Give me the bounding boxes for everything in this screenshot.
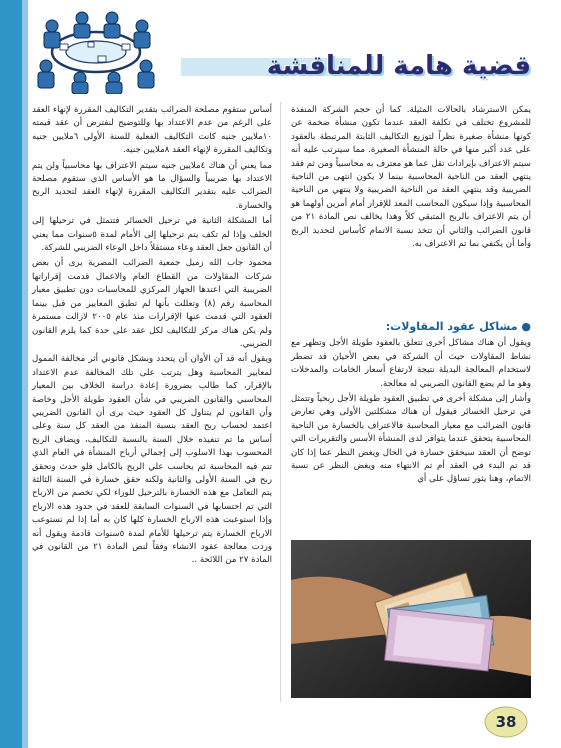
money-handover-photo (291, 540, 531, 698)
paragraph: مما يعني أن هناك ٤ملايين جنيه سيتم الاعتراف بها محاسبياً ولن يتم الاعتداد بها ضريبياً والسؤال ما هو الأساس الذي ستقوم مصلحة الضرائب عليه بتقدير التكاليف المقررة لإنهاء العقد لتحديد الربح والخسارة. (32, 160, 272, 211)
page-headline (181, 48, 531, 84)
headline-text: قضية هامة للمناقشة (266, 51, 531, 81)
meeting-illustration-logo (30, 6, 160, 94)
section-subheading (291, 320, 531, 333)
paragraph: محمود جاب الله زميل جمعية الضرائب المصرية يرى أن بعض شركات المقاولات من القطاع العام والاعمال قدمت إقراراتها الضريبية التي اعتدها الجهاز المركزي للمحاسبات دون تطبيق معيار المحاسبة رقم (٨) وتعللت بأنها لم تطبق المعايير من قبل بينما العقود التي قدمت عنها الإقرارات منذ عام ٢٠٠٥ لازالت مستمرة ولم يكن هناك مركز للتكاليف لكل عقد على حدة كما يلزم القانون الضريبي. (32, 258, 272, 349)
right-column-top (291, 104, 531, 253)
paragraph: أما المشكلة الثانية في ترحيل الخسائر فتتمثل في ترحيلها إلى الخلف وإذا لم تكف يتم ترحيلها إلى الأمام لمدة ٥سنوات مما يعني أن القانون جعل العقد وعاء مستقلاً داخل الوعاء الضريبي للشركة. (32, 216, 272, 254)
left-column (32, 104, 272, 570)
paragraph: وأشار إلى مشكلة أخرى في تطبيق العقود طويلة الأجل ربحياً وتتمثل في ترحيل الخسائر فيقول أن هناك مشكلتين الأولى وهي تعارض قانون الضرائب مع معيار المحاسبة فالاعتراف بالخسارة من الناحية المحاسبية يتحقق عندما يتوافر لدى المنشأة الأسس والتقريرات التي توضح أن العقد سيحقق خسارة في الحال ويغض النظر عما إذا كان قد تم البدء في العقد أم تم الانتهاء منه ويغض النظر عن نسبة الاتمام، وهنا يثور تساؤل على أي (291, 394, 531, 485)
subheading-text: مشاكل عقود المقاولات: (385, 320, 518, 333)
page-number (484, 706, 528, 738)
bullet-icon: ● (517, 320, 531, 333)
right-column-bottom (291, 314, 531, 489)
paragraph: أساس ستقوم مصلحة الضرائب بتقدير التكاليف المقررة لإنهاء العقد على الرغم من عدم الاعتداد بها وللتوضيح لنفترض أن عقد قيمته ١٠ملايين جنيه كانت التكاليف الفعلية للسنة الأولى ٦ملايين جنيه وتكاليف المقررة لإنهاء العقد ٨ملايين جنيه. (32, 105, 272, 156)
page-edge-strip (0, 0, 22, 748)
paragraph: ويقول أن هناك مشاكل أخرى تتعلق بالعقود طويلة الأجل وتظهر مع نشاط المقاولات حيث أن الشركة في بعض الأحيان قد تضطر لاستخدام المعالجة البديلة نتيجة لارتفاع أسعار الخامات والمدخلات وهو ما لم يضع القانون الضريبي له معالجة. (291, 338, 531, 389)
page-edge-strip-light (22, 0, 28, 748)
paragraph: يمكن الاسترشاد بالحالات المثيلة. كما أن حجم الشركة المنفذة للمشروع تختلف في تكلفة العقد عندما تكون منشأة ضخمة عن كونها منشأة صغيرة نظراً لتوزيع التكاليف الثابتة المرتبطة بالعقود على عدد أكبر منها في حالة المنشأة الصغيرة. مما سيترتب عليه أنه سيتم الاعتراف بإيرادات تقل عما هو معترف به محاسبياً ومن ثم فقد ينتهي العقد من الناحية المحاسبية بينما لا يكون انتهى من الناحية الضريبية وقد ينتهي العقد من الناحية الضريبية ولا ينتهي من الناحية المحاسبية وإذا سيكون المحاسب المعد للإقرار أمام أمرين أولهما هو أن يتم الاعتراف بالربح المتبقي كلاً وهذا يخالف نص المادة ٢١ من قانون الضرائب والثاني أن تتخذ نسبة الاتمام كأساس لتحديد الربح وأما أن يكتفي بما تم الاعتراف به. (291, 105, 531, 250)
column-divider (280, 102, 281, 702)
page-number-text: 38 (495, 713, 517, 731)
paragraph: ويقول أنه قد آن الأوان أن يتحدد وبشكل قانوني أثر مخالفة الممول لمعايير المحاسبة وهل يترتب على تلك المخالفة عدم الاعتداد بالإقرار، كما طالب بضرورة إعادة دراسة الخلاف بين المعيار المحاسبي والقانون الضريبي في شأن العقود طويلة الأجل وخاصة وأن القانون لم يتناول كل العقود حيث يرى أن القانون الضريبي اعتمد لحساب ربح العقد بنسبة المنفذ من العقد كل سنة وعلى أساس ما تم تنفيذه خلال السنة بالنسبة للتكاليف، ويضاف الربح المحسوب بهذا الاسلوب إلى إجمالي أرباح المنشأة في العام الذي تتم فيه المحاسبة ثم يحاسب علي الربح بالكامل فلو حدث وتحقق ربح في السنة الأولى والثانية ولكنه حقق خسارة في السنة الثالثة يتم التعامل مع هذه الخسارة بالترحيل للوراء لكي تخصم من الارباح التي تم احتسابها في السنوات السابقة للعقد في حدود هذه الارباح وإذا استوعبت هذه الارباح الخسارة كلها كان به أما إذا لم تستوعب الارباح الخسارة يتم ترحيلها للأمام لمدة ٥سنوات قادمة ويقول أنه وردت معالجة عقود الانشاء وفقاً لنص المادة ٢١ من القانون في المادة ٢٧ من اللائحة .. (32, 354, 272, 566)
